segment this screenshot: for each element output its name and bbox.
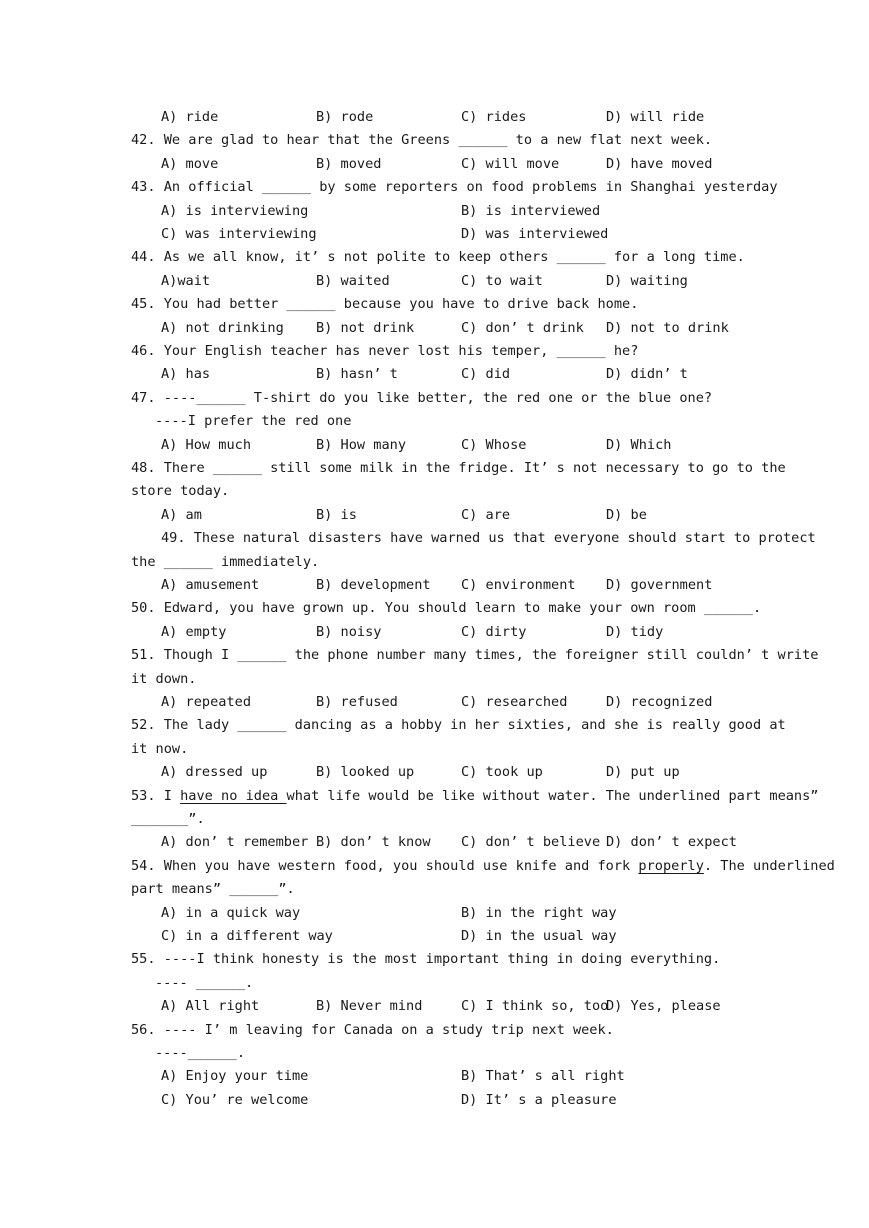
answer-option: C) environment xyxy=(461,577,576,593)
answer-option: C) are xyxy=(461,506,511,523)
answer-option: B) moved xyxy=(316,155,382,172)
answer-option: D) Yes, please xyxy=(606,998,721,1015)
answer-option: C) did xyxy=(461,366,511,383)
answer-option: D) Which xyxy=(606,436,672,453)
answer-option: A) don’ t remember xyxy=(161,834,309,851)
answer-option: A) in a quick way xyxy=(161,904,301,921)
answer-option: A) not drinking xyxy=(161,319,284,336)
question-line: 50. Edward, you have grown up. You should learn to make your own room ______. xyxy=(131,600,762,617)
question-line: 51. Though I ______ the phone number many times, the foreigner still couldn’ t write xyxy=(131,647,819,664)
answer-option: B) is xyxy=(316,506,357,523)
question-line: 44. As we all know, it’ s not polite to keep others ______ for a long time. xyxy=(131,249,745,266)
answer-option: A) dressed up xyxy=(161,764,268,781)
answer-option: D) didn’ t xyxy=(606,366,688,383)
question-line: 42. We are glad to hear that the Greens ______ to a new flat next week. xyxy=(131,132,713,149)
answer-option: D) was interviewed xyxy=(461,226,609,242)
question-line: 46. Your English teacher has never lost his temper, ______ he? xyxy=(131,343,639,359)
answer-option: A) ride xyxy=(161,109,219,125)
answer-option: B) looked up xyxy=(316,764,415,781)
answer-option: A) has xyxy=(161,366,211,383)
answer-option: B) development xyxy=(316,577,431,593)
question-text: 54. When you have western food, you should use knife and fork xyxy=(131,857,639,874)
answer-option: C) rides xyxy=(461,109,527,125)
answer-option: C) to wait xyxy=(461,272,543,289)
answer-option: D) put up xyxy=(606,764,680,781)
answer-option: D) don’ t expect xyxy=(606,834,737,851)
answer-option: C) I think so, too xyxy=(461,998,609,1015)
answer-option: A) am xyxy=(161,506,202,523)
answer-option: C) will move xyxy=(461,155,560,172)
answer-option: B) hasn’ t xyxy=(316,366,398,383)
answer-option: A) Enjoy your time xyxy=(161,1068,309,1085)
answer-option: C) researched xyxy=(461,694,568,710)
answer-option: D) government xyxy=(606,577,713,593)
question-line: 56. ---- I’ m leaving for Canada on a study trip next week. xyxy=(131,1021,614,1038)
answer-option: D) will ride xyxy=(606,109,705,125)
question-line xyxy=(131,855,835,878)
answer-option: C) You’ re welcome xyxy=(161,1091,309,1108)
question-line: the ______ immediately. xyxy=(131,553,320,570)
answer-option: C) dirty xyxy=(461,623,527,640)
answer-option: B) is interviewed xyxy=(461,202,601,219)
underlined-phrase: have no idea xyxy=(180,787,287,804)
answer-option: A) is interviewing xyxy=(161,202,309,219)
answer-option: A) empty xyxy=(161,623,227,640)
question-line: ----______. xyxy=(155,1045,246,1061)
question-line: 48. There ______ still some milk in the fridge. It’ s not necessary to go to the xyxy=(131,460,786,476)
answer-option: D) not to drink xyxy=(606,319,729,336)
answer-option: A)wait xyxy=(161,272,211,289)
answer-option: A) move xyxy=(161,155,219,172)
answer-option: A) How much xyxy=(161,436,252,453)
question-line: it now. xyxy=(131,740,189,757)
answer-option: B) not drink xyxy=(316,319,415,336)
answer-option: B) noisy xyxy=(316,623,382,640)
answer-option: B) don’ t know xyxy=(316,834,431,851)
question-line: 45. You had better ______ because you have to drive back home. xyxy=(131,296,639,313)
answer-option: B) rode xyxy=(316,109,374,125)
answer-option: C) don’ t believe xyxy=(461,834,601,851)
question-line: ---- ______. xyxy=(155,974,254,991)
answer-option: D) have moved xyxy=(606,155,713,172)
question-line: store today. xyxy=(131,483,230,500)
question-line: part means” ______”. xyxy=(131,881,295,898)
question-line: 49. These natural disasters have warned us that everyone should start to protect xyxy=(161,530,816,547)
question-line xyxy=(131,785,819,808)
answer-option: C) was interviewing xyxy=(161,226,317,242)
answer-option: D) It’ s a pleasure xyxy=(461,1091,617,1108)
answer-option: D) in the usual way xyxy=(461,928,617,944)
answer-option: B) Never mind xyxy=(316,998,423,1015)
answer-option: D) waiting xyxy=(606,272,688,289)
question-line: ----I prefer the red one xyxy=(155,413,352,430)
answer-option: B) How many xyxy=(316,436,407,453)
answer-option: C) took up xyxy=(461,764,543,781)
answer-option: D) tidy xyxy=(606,623,664,640)
answer-option: B) That’ s all right xyxy=(461,1068,625,1085)
question-text: 53. I xyxy=(131,787,181,804)
question-text: what life would be like without water. The underlined part means” xyxy=(286,787,819,804)
answer-option: B) waited xyxy=(316,272,390,289)
answer-option: B) in the right way xyxy=(461,904,617,921)
answer-option: D) recognized xyxy=(606,694,713,710)
underlined-phrase: properly xyxy=(638,857,704,874)
question-line: _______”. xyxy=(131,811,205,827)
question-line: 43. An official ______ by some reporters on food problems in Shanghai yesterday xyxy=(131,179,778,196)
question-line: it down. xyxy=(131,670,197,687)
question-line: 55. ----I think honesty is the most important thing in doing everything. xyxy=(131,951,721,968)
answer-option: C) Whose xyxy=(461,436,527,453)
answer-option: C) don’ t drink xyxy=(461,319,584,336)
answer-option: C) in a different way xyxy=(161,928,333,944)
answer-option: A) amusement xyxy=(161,577,260,593)
question-line: 52. The lady ______ dancing as a hobby in her sixties, and she is really good at xyxy=(131,717,786,734)
answer-option: B) refused xyxy=(316,694,398,710)
answer-option: A) repeated xyxy=(161,694,252,710)
answer-option: D) be xyxy=(606,506,647,523)
question-line: 47. ----______ T-shirt do you like better, the red one or the blue one? xyxy=(131,389,713,406)
answer-option: A) All right xyxy=(161,998,260,1015)
question-text: . The underlined xyxy=(703,857,835,874)
